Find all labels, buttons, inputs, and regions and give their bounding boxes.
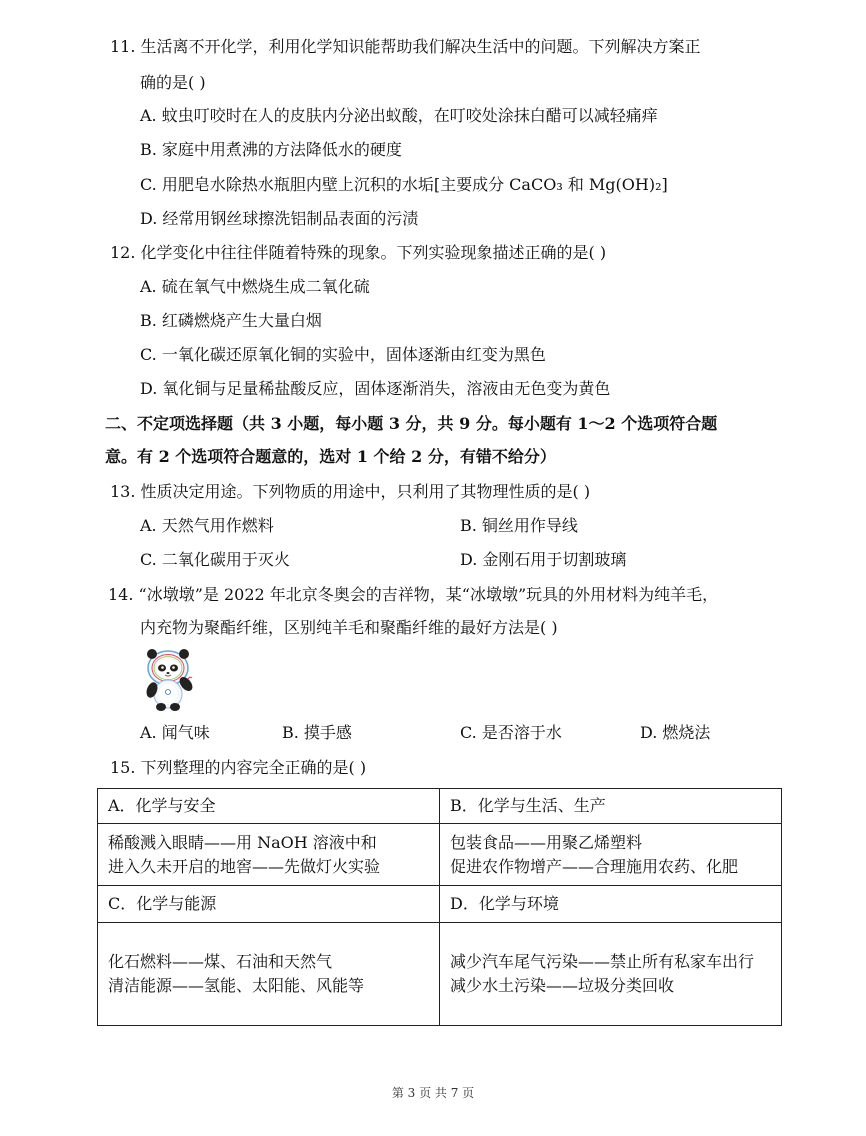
q15-c-line2: 清洁能源——氢能、太阳能、风能等 [108, 976, 365, 995]
q11-stem-line1: 11. 生活离不开化学，利用化学知识能帮助我们解决生活中的问题。下列解决方案正 [110, 37, 701, 56]
q13-option-b: B. 铜丝用作导线 [460, 516, 578, 535]
section2-heading-line1: 二、不定项选择题（共 3 小题，每小题 3 分，共 9 分。每小题有 1～2 个选项符合题 [105, 414, 718, 433]
q11-option-d: D. 经常用钢丝球擦洗铝制品表面的污渍 [140, 209, 419, 228]
q15-d-line2: 减少水土污染——垃圾分类回收 [450, 976, 675, 995]
q11-option-c: C. 用肥皂水除热水瓶胆内壁上沉积的水垢[主要成分 CaCO₃ 和 Mg(OH)₂] [140, 175, 668, 194]
q14-option-a: A. 闻气味 [140, 723, 210, 742]
q15-table [97, 788, 782, 1026]
q13-option-a: A. 天然气用作燃料 [140, 516, 274, 535]
section2-heading-line2: 意。有 2 个选项符合题意的，选对 1 个给 2 分，有错不给分） [105, 447, 556, 466]
q15-b-line1: 包装食品——用聚乙烯塑料 [450, 832, 643, 852]
q15-cell-d-head: D．化学与环境 [440, 886, 782, 923]
q15-cell-a-body [98, 824, 440, 886]
q15-cell-c-body [98, 923, 440, 1026]
mascot-image [138, 646, 202, 712]
q14-option-d: D. 燃烧法 [640, 723, 711, 742]
q12-option-b: B. 红磷燃烧产生大量白烟 [140, 311, 322, 330]
q15-stem: 15. 下列整理的内容完全正确的是( ) [110, 758, 367, 777]
q15-cell-a-head: A．化学与安全 [98, 789, 440, 824]
q15-cell-b-body [440, 824, 782, 886]
q12-option-d: D. 氧化铜与足量稀盐酸反应，固体逐渐消失，溶液由无色变为黄色 [140, 379, 611, 398]
q15-c-line1: 化石燃料——煤、石油和天然气 [108, 952, 333, 971]
q15-b-line2: 促进农作物增产——合理施用农药、化肥 [450, 856, 739, 876]
q12-option-a: A. 硫在氧气中燃烧生成二氧化硫 [140, 277, 370, 296]
q11-option-a: A. 蚊虫叮咬时在人的皮肤内分泌出蚁酸，在叮咬处涂抹白醋可以减轻痛痒 [140, 106, 658, 125]
q14-option-b: B. 摸手感 [282, 723, 352, 742]
q13-stem: 13. 性质决定用途。下列物质的用途中，只利用了其物理性质的是( ) [110, 482, 591, 501]
page-footer: 第 3 页 共 7 页 [391, 1086, 475, 1100]
q12-option-c: C. 一氧化碳还原氧化铜的实验中，固体逐渐由红变为黑色 [140, 345, 546, 364]
q15-cell-b-head: B．化学与生活、生产 [440, 789, 782, 824]
q12-stem: 12. 化学变化中往往伴随着特殊的现象。下列实验现象描述正确的是( ) [110, 243, 607, 262]
q15-a-line2: 进入久未开启的地窖——先做灯火实验 [108, 856, 381, 876]
q14-stem-line1: 14. “冰墩墩”是 2022 年北京冬奥会的吉祥物，某“冰墩墩”玩具的外用材料为纯羊毛， [108, 585, 719, 604]
q15-a-line1: 稀酸溅入眼睛——用 NaOH 溶液中和 [108, 832, 377, 852]
q15-d-line1: 减少汽车尾气污染——禁止所有私家车出行 [450, 952, 755, 971]
q14-option-c: C. 是否溶于水 [460, 723, 562, 742]
q15-cell-c-head: C．化学与能源 [98, 886, 440, 923]
q11-stem-line2: 确的是( ) [140, 73, 206, 92]
q13-option-d: D. 金刚石用于切割玻璃 [460, 550, 627, 569]
q11-option-b: B. 家庭中用煮沸的方法降低水的硬度 [140, 140, 402, 159]
q13-option-c: C. 二氧化碳用于灭火 [140, 550, 290, 569]
q14-stem-line2: 内充物为聚酯纤维，区别纯羊毛和聚酯纤维的最好方法是( ) [140, 618, 558, 637]
q15-cell-d-body [440, 923, 782, 1026]
